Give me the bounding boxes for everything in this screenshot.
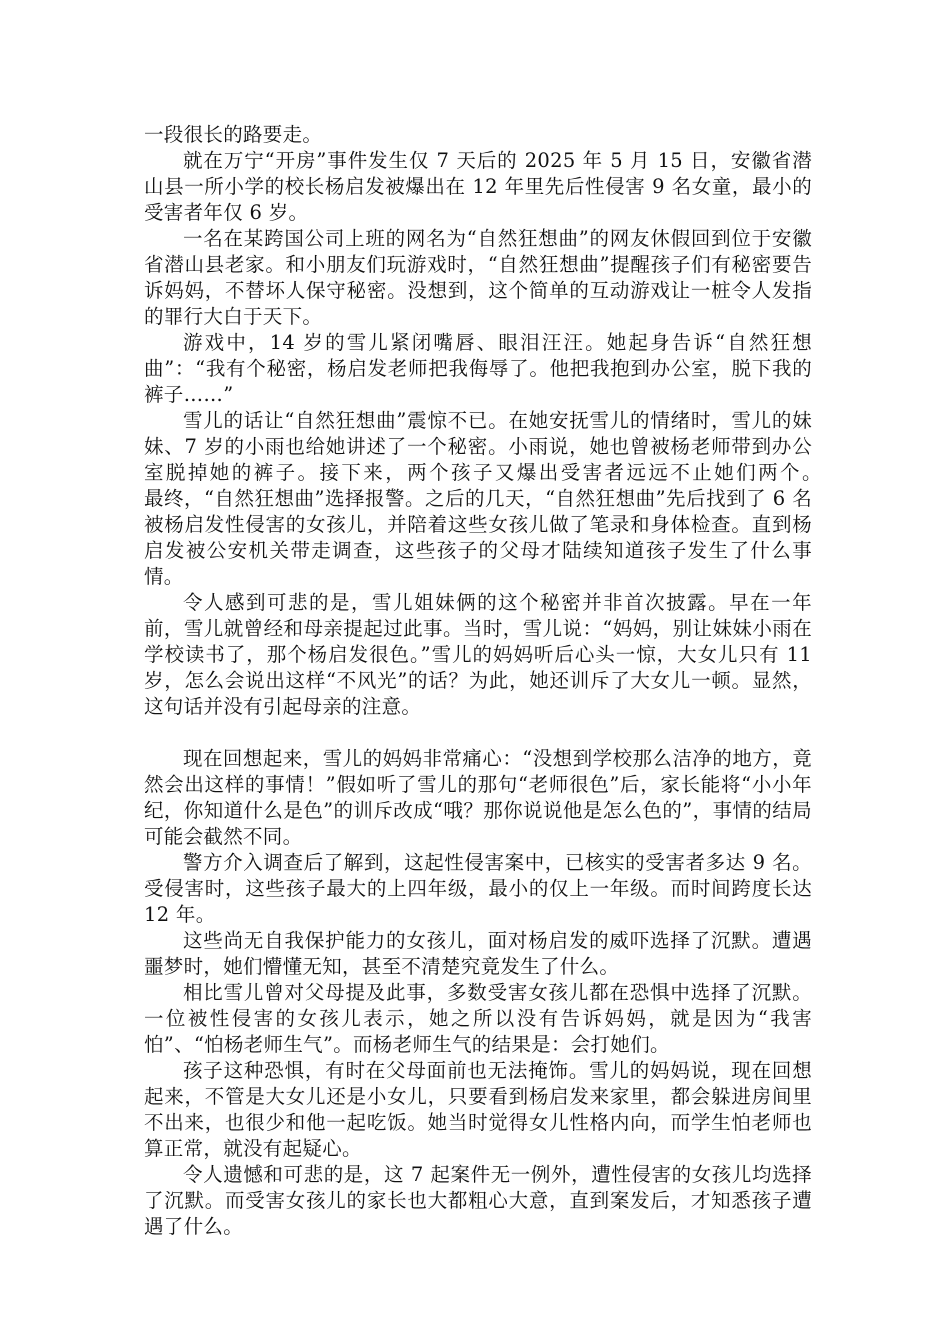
paragraph: 这些尚无自我保护能力的女孩儿，面对杨启发的威吓选择了沉默。遭遇噩梦时，她们懵懂无知，甚至不清楚究竟发生了什么。 (144, 929, 812, 978)
paragraph-continuation: 一段很长的路要走。 (144, 123, 323, 146)
paragraph: 一名在某跨国公司上班的网名为“自然狂想曲”的网友休假回到位于安徽省潜山县老家。和小朋友们玩游戏时，“自然狂想曲”提醒孩子们有秘密要告诉妈妈，不替坏人保守秘密。没想到，这个简单的互动游戏让一桩令人发指的罪行大白于天下。 (144, 227, 812, 328)
blank-line (144, 720, 812, 746)
document-body (144, 122, 872, 1240)
paragraph: 令人感到可悲的是，雪儿姐妹俩的这个秘密并非首次披露。早在一年前，雪儿就曾经和母亲提起过此事。当时，雪儿说：“妈妈，别让妹妹小雨在学校读书了，那个杨启发很色。”雪儿的妈妈听后心头一惊，大女儿只有 11 岁，怎么会说出这样“不风光”的话？为此，她还训斥了大女儿一顿。显然，这句话并没有引起母亲的注意。 (144, 591, 812, 718)
paragraph: 令人遗憾和可悲的是，这 7 起案件无一例外，遭性侵害的女孩儿均选择了沉默。而受害女孩儿的家长也大都粗心大意，直到案发后，才知悉孩子遭遇了什么。 (144, 1163, 812, 1238)
paragraph: 雪儿的话让“自然狂想曲”震惊不已。在她安抚雪儿的情绪时，雪儿的妹妹、7 岁的小雨也给她讲述了一个秘密。小雨说，她也曾被杨老师带到办公室脱掉她的裤子。接下来，两个孩子又爆出受害者远远不止她们两个。 最终，“自然狂想曲”选择报警。之后的几天，“自然狂想曲”先后找到了 6 名被杨启发性侵害的女孩儿，并陪着这些女孩儿做了笔录和身体检查。直到杨启发被公安机关带走调查，这些孩子的父母才陆续知道孩子发生了什么事情。 (144, 409, 872, 588)
paragraph: 相比雪儿曾对父母提及此事，多数受害女孩儿都在恐惧中选择了沉默。一位被性侵害的女孩儿表示，她之所以没有告诉妈妈，就是因为“我害怕”、“怕杨老师生气”。而杨老师生气的结果是：会打她们。 (144, 981, 812, 1056)
paragraph: 现在回想起来，雪儿的妈妈非常痛心：“没想到学校那么洁净的地方，竟然会出这样的事情！”假如听了雪儿的那句“老师很色”后，家长能将“小小年纪，你知道什么是色”的训斥改成“哦？那你说说他是怎么色的”，事情的结局可能会截然不同。 (144, 747, 812, 848)
paragraph: 游戏中，14 岁的雪儿紧闭嘴唇、眼泪汪汪。她起身告诉“自然狂想曲”：“我有个秘密，杨启发老师把我侮辱了。他把我抱到办公室，脱下我的裤子……” (144, 331, 812, 406)
paragraph: 就在万宁“开房”事件发生仅 7 天后的 2025 年 5 月 15 日，安徽省潜山县一所小学的校长杨启发被爆出在 12 年里先后性侵害 9 名女童，最小的受害者年仅 6 岁。 (144, 149, 812, 224)
paragraph: 警方介入调查后了解到，这起性侵害案中，已核实的受害者多达 9 名。受侵害时，这些孩子最大的上四年级，最小的仅上一年级。而时间跨度长达 12 年。 (144, 851, 812, 926)
paragraph: 孩子这种恐惧，有时在父母面前也无法掩饰。雪儿的妈妈说，现在回想起来，不管是大女儿还是小女儿，只要看到杨启发来家里，都会躲进房间里不出来，也很少和他一起吃饭。她当时觉得女儿性格内向，而学生怕老师也算正常，就没有起疑心。 (144, 1059, 812, 1160)
